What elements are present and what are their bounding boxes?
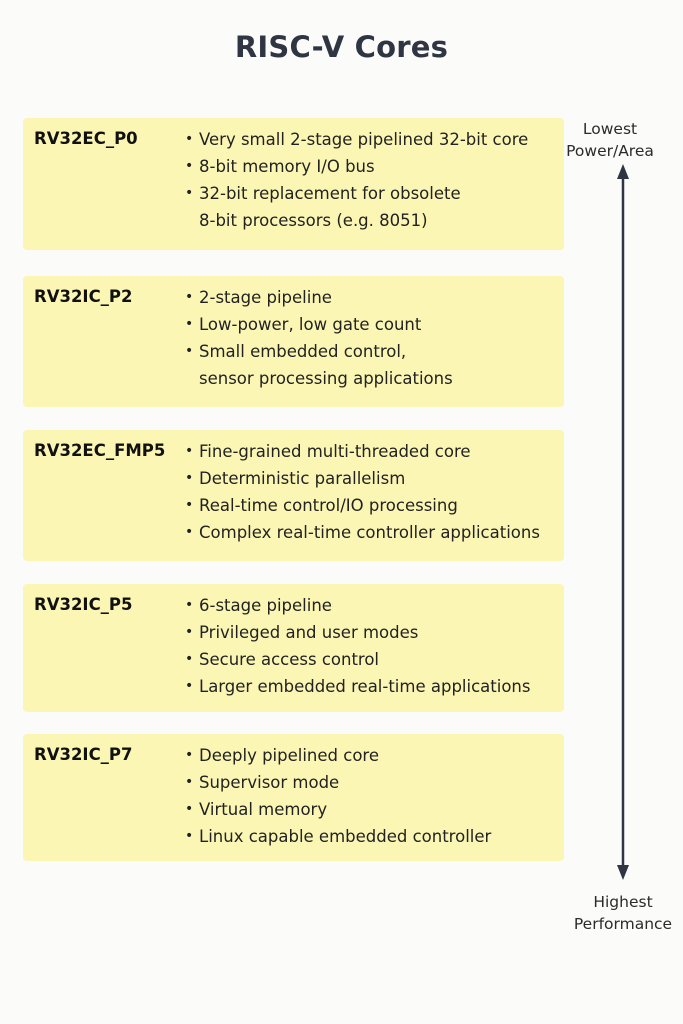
feature-text: Secure access control <box>199 650 380 669</box>
bullet-icon: • <box>185 597 194 613</box>
core-card <box>23 430 564 561</box>
core-name: RV32IC_P2 <box>34 287 133 306</box>
core-card <box>23 276 564 407</box>
core-name: RV32IC_P5 <box>34 595 133 614</box>
feature-item <box>183 338 453 392</box>
bullet-icon: • <box>185 316 194 332</box>
feature-list <box>183 742 491 850</box>
core-card <box>23 584 564 712</box>
bullet-icon: • <box>185 801 194 817</box>
feature-list <box>183 592 530 700</box>
bullet-icon: • <box>185 470 194 486</box>
feature-text: 2-stage pipeline <box>199 288 332 307</box>
axis-bottom-label <box>568 891 678 935</box>
feature-item <box>183 796 491 823</box>
arrow-down-icon <box>617 865 629 880</box>
feature-text: Small embedded control, sensor processing applications <box>199 342 453 388</box>
feature-text: 6-stage pipeline <box>199 596 332 615</box>
feature-list <box>183 284 453 392</box>
feature-text: 8-bit memory I/O bus <box>199 157 375 176</box>
feature-text: 32-bit replacement for obsolete 8-bit processors (e.g. 8051) <box>199 184 461 230</box>
feature-item <box>183 592 530 619</box>
feature-text: Fine-grained multi-threaded core <box>199 442 471 461</box>
feature-text: Supervisor mode <box>199 773 340 792</box>
feature-item <box>183 492 540 519</box>
bullet-icon: • <box>185 158 194 174</box>
axis-top-label <box>562 118 658 162</box>
feature-list <box>183 126 528 234</box>
feature-text: Linux capable embedded controller <box>199 827 492 846</box>
feature-text: Very small 2-stage pipelined 32-bit core <box>199 130 529 149</box>
bullet-icon: • <box>185 624 194 640</box>
bullet-icon: • <box>185 524 194 540</box>
feature-text: Deterministic parallelism <box>199 469 406 488</box>
feature-item <box>183 823 491 850</box>
bullet-icon: • <box>185 678 194 694</box>
feature-text: Real-time control/IO processing <box>199 496 458 515</box>
feature-text: Virtual memory <box>199 800 328 819</box>
double-arrow-icon <box>610 160 636 884</box>
bullet-icon: • <box>185 651 194 667</box>
feature-text: Privileged and user modes <box>199 623 419 642</box>
core-name: RV32IC_P7 <box>34 745 133 764</box>
feature-item <box>183 126 528 153</box>
feature-item <box>183 284 453 311</box>
feature-item <box>183 311 453 338</box>
axis-top-label-line: Power/Area <box>566 142 654 160</box>
bullet-icon: • <box>185 774 194 790</box>
core-name: RV32EC_P0 <box>34 129 138 148</box>
feature-item <box>183 180 528 234</box>
feature-item <box>183 742 491 769</box>
bullet-icon: • <box>185 289 194 305</box>
page-title: RISC-V Cores <box>234 30 449 64</box>
core-card <box>23 118 564 250</box>
core-card <box>23 734 564 861</box>
axis-top-label-line: Lowest <box>582 120 638 138</box>
feature-list <box>183 438 540 546</box>
arrow-up-icon <box>617 164 629 179</box>
feature-item <box>183 769 491 796</box>
bullet-icon: • <box>185 497 194 513</box>
feature-text: Larger embedded real-time applications <box>199 677 531 696</box>
feature-item <box>183 673 530 700</box>
feature-item <box>183 438 540 465</box>
feature-item <box>183 646 530 673</box>
bullet-icon: • <box>185 343 194 359</box>
feature-text: Complex real-time controller applications <box>199 523 540 542</box>
feature-item <box>183 153 528 180</box>
bullet-icon: • <box>185 131 194 147</box>
feature-item <box>183 519 540 546</box>
feature-text: Deeply pipelined core <box>199 746 379 765</box>
bullet-icon: • <box>185 828 194 844</box>
axis-bottom-label-line: Performance <box>573 915 673 933</box>
feature-item <box>183 619 530 646</box>
bullet-icon: • <box>185 185 194 201</box>
core-name: RV32EC_FMP5 <box>34 441 166 460</box>
feature-text: Low-power, low gate count <box>199 315 422 334</box>
axis-bottom-label-line: Highest <box>593 893 653 911</box>
bullet-icon: • <box>185 443 194 459</box>
bullet-icon: • <box>185 747 194 763</box>
feature-item <box>183 465 540 492</box>
